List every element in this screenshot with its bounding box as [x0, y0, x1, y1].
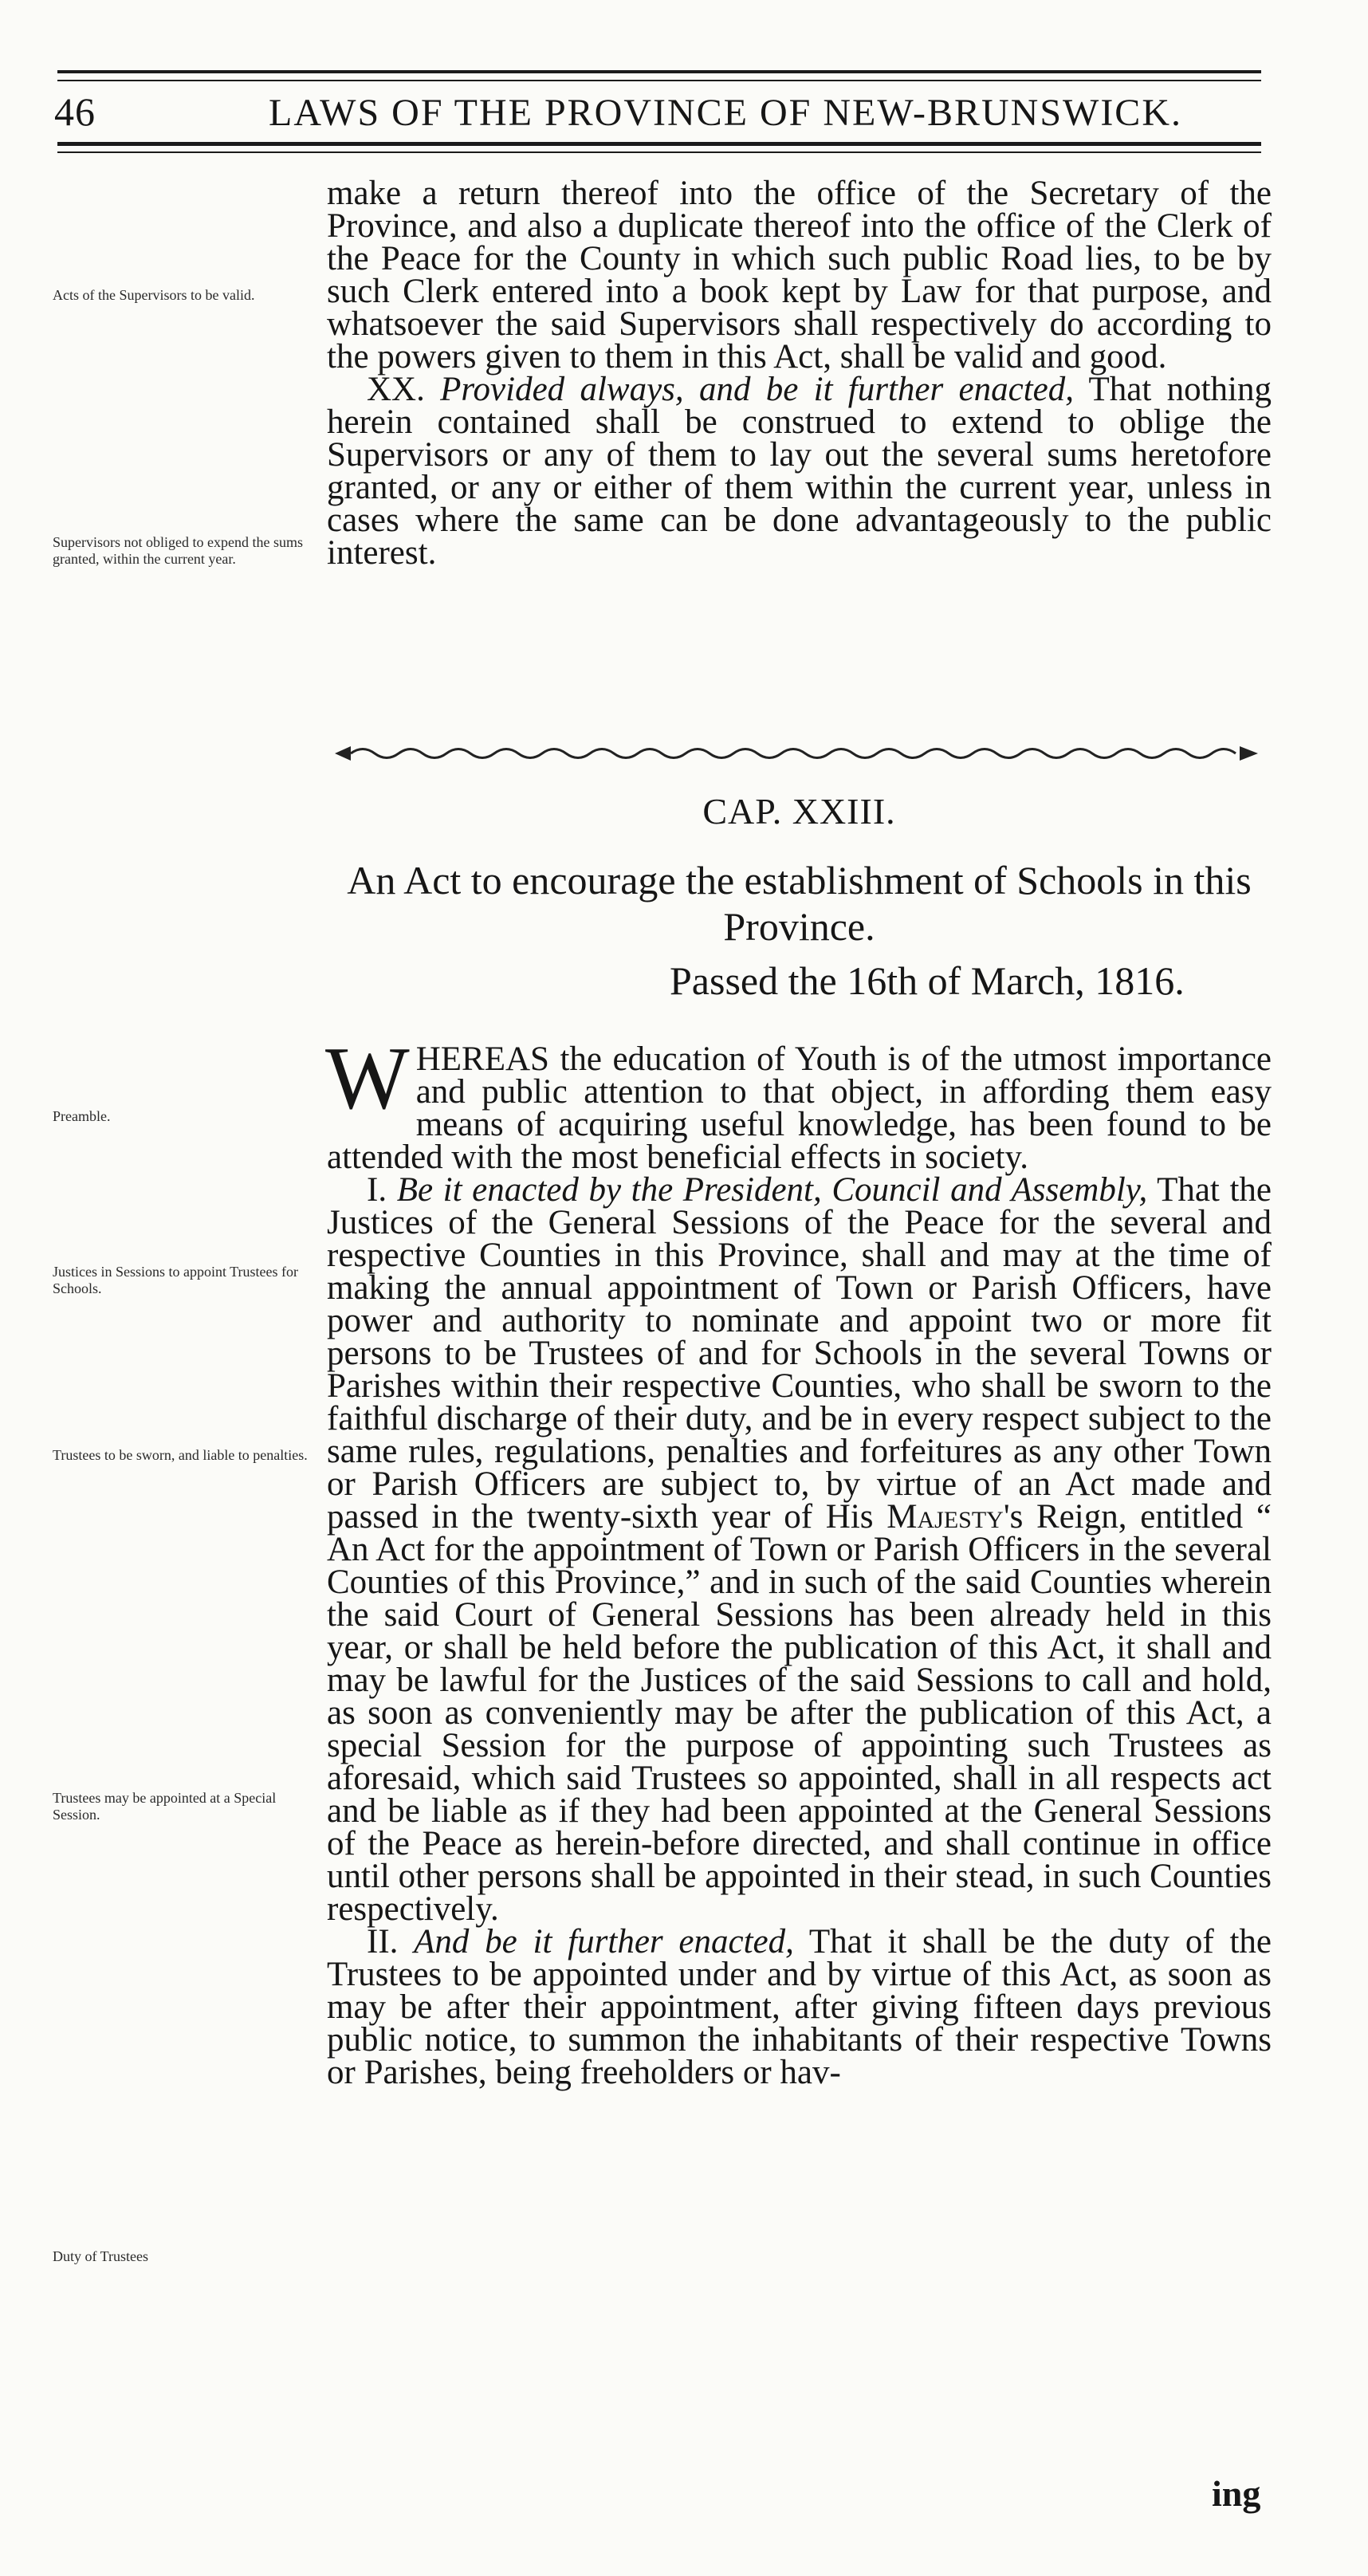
section-number: II. — [367, 1923, 399, 1961]
preamble-text: HEREAS the education of Youth is of the utmost importance and public attention to that object, in affording them easy means of acquiring useful knowledge, has been found to be attended with the most beneficial effects in society. — [327, 1040, 1272, 1176]
act-text-block — [325, 1029, 1272, 2091]
page-number: 46 — [54, 89, 96, 134]
majesty-word: Majesty — [886, 1498, 1004, 1536]
margin-note-justices: Justices in Sessions to appoint Trustees for Schools. — [53, 1264, 299, 1296]
drop-cap: W — [325, 1029, 410, 1128]
margin-note-sworn: Trustees to be sworn, and liable to penalties. — [53, 1447, 308, 1463]
preamble-paragraph — [325, 1029, 1272, 1176]
header-rule-bottom — [57, 142, 1261, 146]
header-rule-bottom-thin — [57, 151, 1261, 153]
enacting-clause: And be it further enacted, — [414, 1923, 794, 1961]
header-rule-top-thin — [57, 80, 1261, 81]
section-text: That the Justices of the General Sessions of the Peace for the several and respective Counties in this Province, shall and may at the time of making the annual appointment of Town or Parish Officers, have power and authority to nominate and appoint two or more fit persons to be Trustees of and for Schools in the several Towns or Parishes within their respective Counties, who shall be sworn to the faithful discharge of their duty, and be in every respect subject to the same rules, regulations, penalties and forfeitures as any other Town or Parish Officers are subject to, by virtue of an Act made and passed in the twenty-sixth year of His — [327, 1171, 1272, 1536]
chapter-number: CAP. XXIII. — [702, 791, 896, 832]
section-text: That it shall be the duty of the Trustees to be appointed under and by virtue of this Act, as soon as may be after their appointment, after giving fifteen days previous public notice, to summon the inhabitants of their respective Towns or Parishes, being freeholders or hav- — [327, 1923, 1272, 2091]
section-text-cont: 's Reign, entitled “ An Act for the appointment of Town or Parish Officers in the several Counties of this Province,” and in such of the said Counties wherein the said Court of General Sessions has been already held in this year, or shall be held before the publication of this Act, it shall and may be lawful for the Justices of the said Sessions to call and hold, as soon as conveniently may be after the publication of this Act, a special Session for the purpose of appointing such Trustees as aforesaid, which said Trustees so appointed, shall in all respects act and be liable as if they had been appointed at the General Sessions of the Peace as herein-before directed, and shall continue in office until other persons shall be appointed in their stead, in such Counties respectively. — [327, 1498, 1272, 1928]
header-rule-top — [57, 70, 1261, 73]
section-xx — [327, 371, 1272, 572]
margin-note-not-obliged: Supervisors not obliged to expend the sums granted, within the current year. — [53, 534, 303, 567]
section-number: XX. — [367, 371, 425, 408]
continued-text-block — [327, 175, 1272, 572]
margin-note-special-session: Trustees may be appointed at a Special Session. — [53, 1790, 277, 1823]
catchword: ing — [1212, 2473, 1261, 2514]
enacting-clause: Be it enacted by the President, Council and Assembly, — [396, 1171, 1148, 1209]
section-i — [327, 1171, 1272, 1928]
ornamental-rule — [327, 741, 1264, 765]
enacting-clause: Provided always, and be it further enacted, — [440, 371, 1074, 408]
act-passed-date: Passed the 16th of March, 1816. — [670, 958, 1185, 1003]
paragraph-continued: make a return thereof into the office of the Secretary of the Province, and also a duplicate thereof into the office of the Clerk of the Peace for the County in which such public Road lies, to be by such Clerk entered into a book kept by Law for that purpose, and whatsoever the said Supervisors shall respectively do according to the powers given to them in this Act, shall be valid and good. — [327, 175, 1272, 376]
margin-note-acts-valid: Acts of the Supervisors to be valid. — [53, 287, 255, 303]
section-ii — [327, 1925, 1272, 2089]
section-text: That nothing herein contained shall be construed to extend to oblige the Supervisors or any of them to lay out the several sums heretofore granted, or any or either of them within the current year, unless in cases where the same can be done advantageously to the public interest. — [327, 371, 1272, 572]
margin-note-duty: Duty of Trustees — [53, 2248, 149, 2264]
running-head: LAWS OF THE PROVINCE OF NEW-BRUNSWICK. — [269, 92, 1182, 134]
margin-note-preamble: Preamble. — [53, 1108, 111, 1124]
act-title: An Act to encourage the establishment of Schools in this Province. — [347, 858, 1252, 949]
section-number: I. — [367, 1171, 387, 1209]
